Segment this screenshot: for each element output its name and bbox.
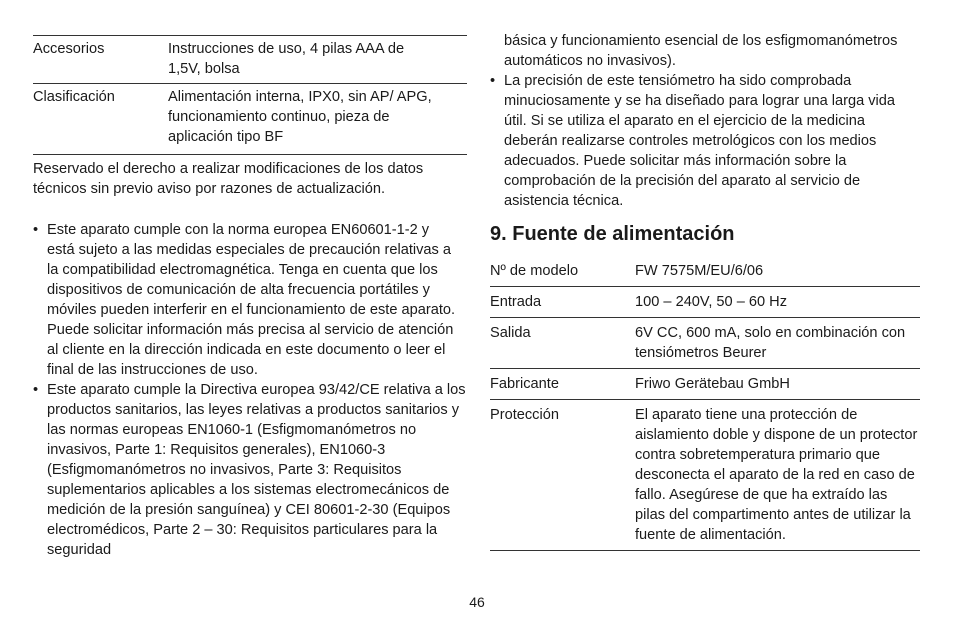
section-heading: 9. Fuente de alimentación: [490, 223, 735, 245]
row-value: Instrucciones de uso, 4 pilas AAA de 1,5V, bolsa: [168, 41, 405, 77]
table-row: [490, 400, 920, 551]
row-label: Entrada: [490, 294, 542, 310]
row-value: 100 – 240V, 50 – 60 Hz: [635, 294, 788, 310]
row-value: FW 7575M/EU/6/06: [635, 263, 764, 279]
bullet-icon: •: [33, 382, 39, 398]
row-label: Salida: [490, 325, 531, 341]
table-row: [33, 36, 467, 84]
bullet-icon: •: [33, 222, 39, 238]
table-row: [490, 369, 920, 400]
list-item: [33, 220, 467, 380]
technical-data-table: [33, 35, 467, 155]
row-label: Accesorios: [33, 41, 105, 57]
row-value: Alimentación interna, IPX0, sin AP/ APG, funcionamiento continuo, pieza de aplicación tipo BF: [168, 89, 432, 145]
bullet-list: [490, 71, 920, 211]
table-row: [490, 287, 920, 318]
table-row: [33, 84, 467, 155]
bullet-icon: •: [490, 73, 496, 89]
row-value: Friwo Gerätebau GmbH: [635, 376, 790, 392]
bullet-list: [33, 220, 467, 560]
power-supply-table: [490, 256, 920, 551]
list-item-text: Este aparato cumple con la norma europea EN60601-1-2 y está sujeto a las medidas especiales de precaución relativas a la compatibilidad electromagnética. Tenga en cuenta que los dispositivos de comunicación de alta frecuencia portátiles y móviles pueden interferir en el funcionamiento de este aparato. Puede solicitar información más precisa al servicio de atención al cliente en la dirección indicada en este documento o leer el final de las instrucciones de uso.: [47, 222, 456, 378]
row-label: Protección: [490, 407, 559, 423]
row-label: Fabricante: [490, 376, 559, 392]
page-number: 46: [469, 594, 485, 610]
row-value: El aparato tiene una protección de aislamiento doble y dispone de un protector contra sobretemperatura primario que desconecta el aparato de la red en caso de fallo. Asegúrese de que ha extraído las pilas del compartimento antes de utilizar la fuente de alimentación.: [635, 407, 918, 543]
list-item-text: Este aparato cumple la Directiva europea 93/42/CE relativa a los productos sanitarios, las leyes relativas a productos sanitarios y las normas europeas EN1060-1 (Esfigmomanómetros no invasivos, Parte 1: Requisitos generales), EN1060-3 (Esfigmomanómetros no invasivos, Parte 3: Requisitos suplementarios aplicables a los sistemas electromecánicos de medición de la presión sanguínea) y CEI 80601-2-30 (Equipos electromédicos, Parte 2 – 30: Requisitos particulares para la seguridad: [47, 382, 466, 558]
row-label: Nº de modelo: [490, 263, 579, 279]
row-label: Clasificación: [33, 89, 115, 105]
note-paragraph: Reservado el derecho a realizar modificaciones de los datos técnicos sin previo aviso por razones de actualización.: [33, 161, 424, 197]
list-item-text: La precisión de este tensiómetro ha sido comprobada minuciosamente y se ha diseñado para lograr una larga vida útil. Si se utiliza el aparato en el ejercicio de la medicina deberán realizarse controles metrológicos con los medios adecuados. Puede solicitar más información sobre la comprobación de la precisión del aparato al servicio de asistencia técnica.: [504, 73, 896, 209]
continuation-text: básica y funcionamiento esencial de los esfigmomanómetros automáticos no invasivos).: [504, 33, 898, 69]
row-value: 6V CC, 600 mA, solo en combinación con tensiómetros Beurer: [635, 325, 906, 361]
list-item: [33, 380, 467, 560]
table-row: [490, 256, 920, 287]
list-item: [490, 71, 920, 211]
table-row: [490, 318, 920, 369]
